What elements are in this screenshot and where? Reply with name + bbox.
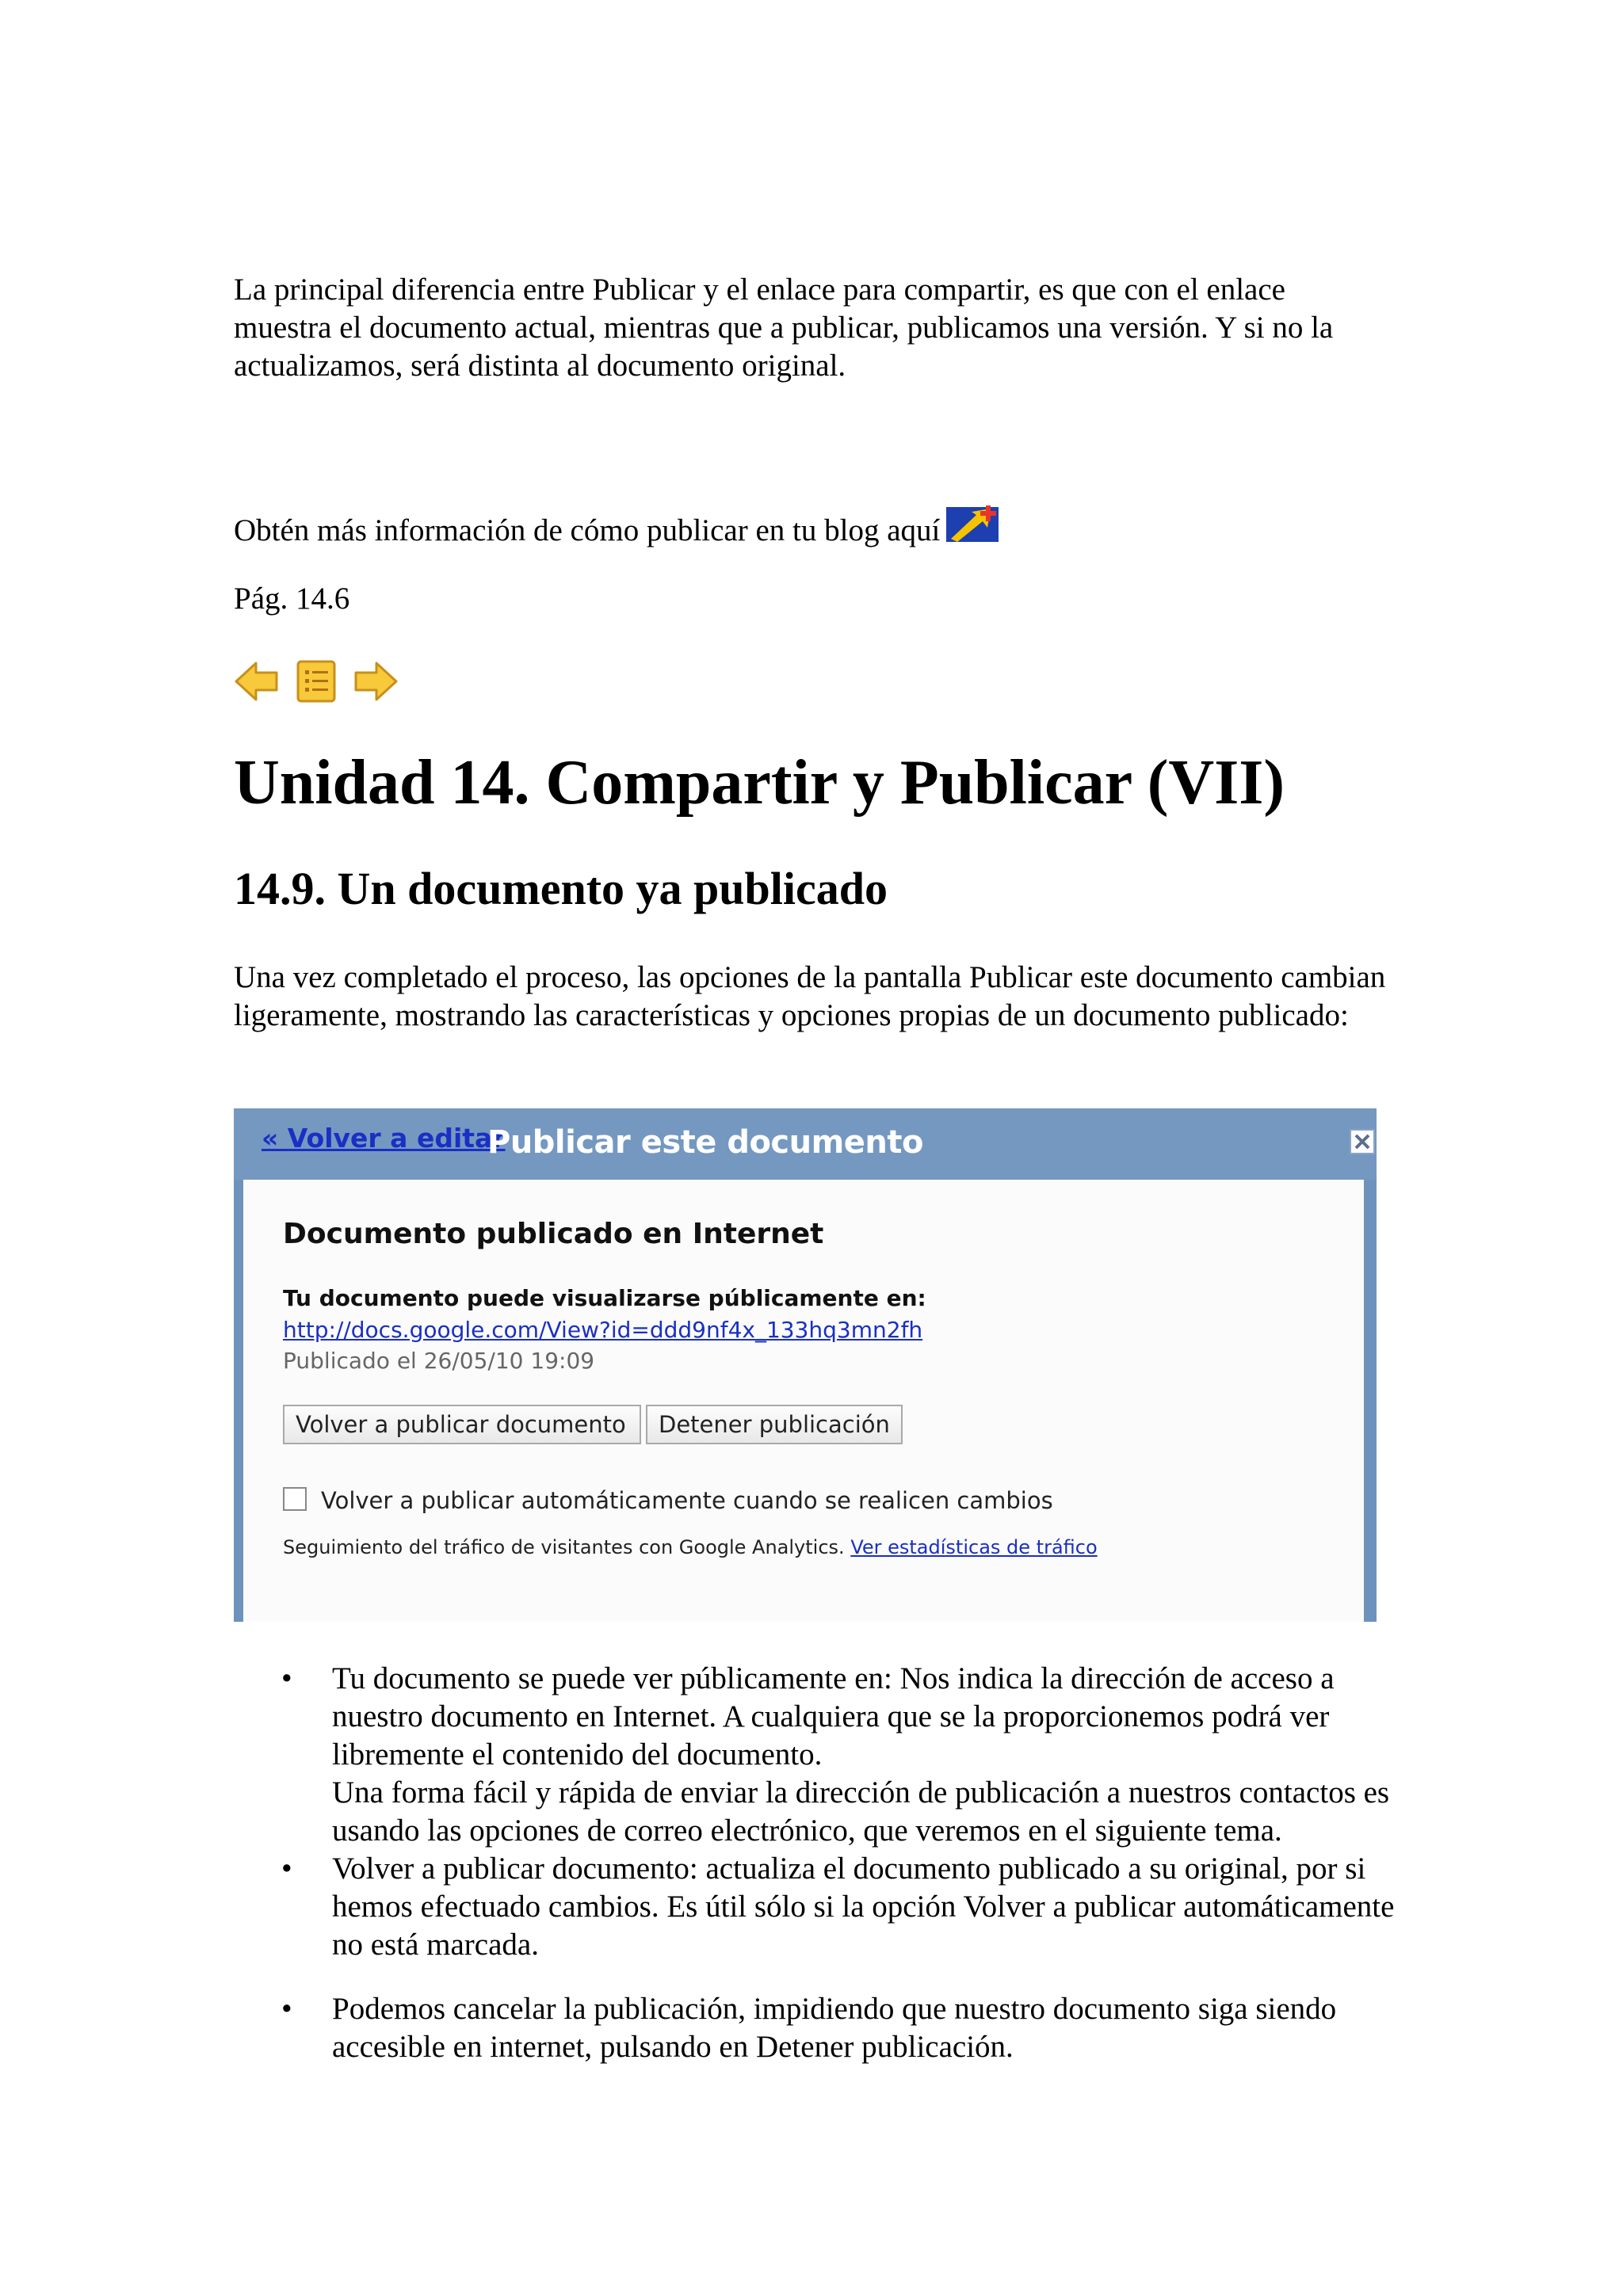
public-url-link[interactable]: http://docs.google.com/View?id=ddd9nf4x_133hq3mn2fh	[283, 1317, 923, 1343]
dialog-title: Publicar este documento	[487, 1124, 924, 1161]
list-item	[234, 1990, 1399, 2066]
analytics-line	[283, 1536, 1098, 1558]
traffic-stats-link[interactable]: Ver estadísticas de tráfico	[850, 1536, 1098, 1558]
auto-republish-label: Volver a publicar automáticamente cuando se realicen cambios	[321, 1487, 1053, 1514]
list-item	[234, 1850, 1399, 1964]
page-title: Unidad 14. Compartir y Publicar (VII)	[234, 748, 1285, 818]
list-item-extra: Una forma fácil y rápida de enviar la dirección de publicación a nuestros contactos es usando las opciones de correo electrónico, que veremos en el siguiente tema.	[332, 1775, 1390, 1848]
back-to-edit-link[interactable]: « Volver a editar	[262, 1123, 506, 1154]
republish-button[interactable]: Volver a publicar documento	[283, 1405, 641, 1444]
page-number: Pág. 14.6	[234, 582, 350, 616]
auto-republish-checkbox[interactable]	[283, 1487, 307, 1511]
public-url-label: Tu documento puede visualizarse públicamente en:	[283, 1285, 926, 1311]
published-date: Publicado el 26/05/10 19:09	[283, 1348, 595, 1374]
dialog-body	[243, 1180, 1364, 1622]
dialog-header	[234, 1108, 1377, 1180]
list-item-text: Tu documento se puede ver públicamente en: Nos indica la dirección de acceso a nuestro documento en Internet. A cualquiera que se la proporcionemos podrá ver libremente el contenido del documento.	[332, 1661, 1335, 1772]
analytics-text: Seguimiento del tráfico de visitantes con Google Analytics.	[283, 1536, 845, 1558]
blog-info-text: Obtén más información de cómo publicar en tu blog aquí	[234, 513, 941, 547]
close-icon[interactable]	[1350, 1129, 1375, 1154]
public-url-line	[283, 1283, 1155, 1346]
list-item-text: Podemos cancelar la publicación, impidiendo que nuestro documento siga siendo accesible en internet, pulsando en Detener publicación.	[332, 1992, 1337, 2064]
arrow-link-icon[interactable]	[945, 504, 1000, 555]
stop-publishing-button[interactable]: Detener publicación	[646, 1405, 903, 1444]
intro-paragraph: La principal diferencia entre Publicar y el enlace para compartir, es que con el enlace muestra el documento actual, mientras que a publicar, publicamos una versión. Y si no la actualizamos, será distinta al documento original.	[234, 273, 1334, 383]
next-arrow-icon[interactable]	[353, 658, 399, 708]
list-item-text: Volver a publicar documento: actualiza el documento publicado a su original, por si hemos efectuado cambios. Es útil sólo si la opción Volver a publicar automáticamente no está marcada.	[332, 1852, 1395, 1962]
section-heading: 14.9. Un documento ya publicado	[234, 863, 888, 914]
list-item	[234, 1660, 1399, 1850]
previous-arrow-icon[interactable]	[234, 658, 280, 708]
publish-dialog-screenshot	[234, 1108, 1377, 1622]
published-heading: Documento publicado en Internet	[283, 1218, 824, 1250]
bullet-list	[234, 1660, 1399, 2066]
blog-info-line	[234, 504, 1000, 555]
index-list-icon[interactable]	[296, 658, 337, 708]
description-paragraph: Una vez completado el proceso, las opciones de la pantalla Publicar este documento cambian ligeramente, mostrando las características y opciones propias de un documento publicado:	[234, 960, 1386, 1032]
